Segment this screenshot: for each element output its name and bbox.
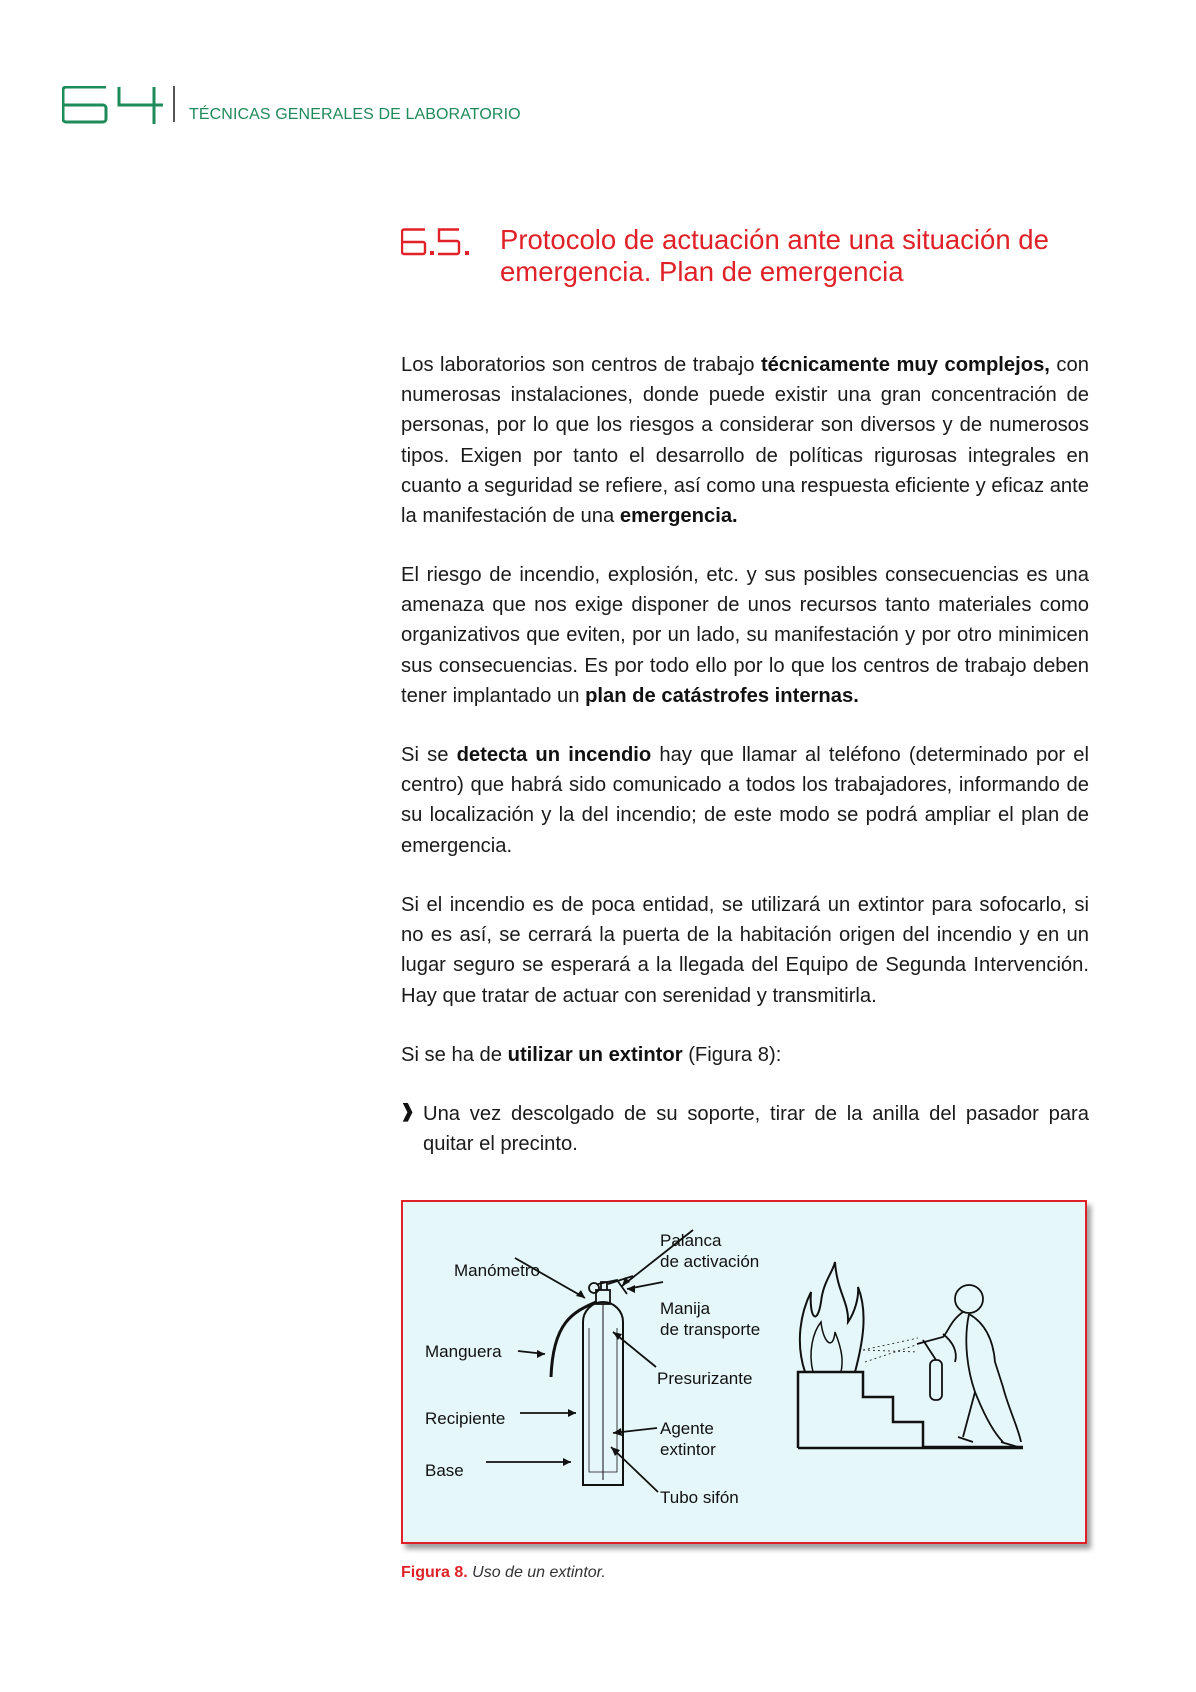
paragraph-2: El riesgo de incendio, explosión, etc. y sus posibles consecuencias es una amenaza que nos exige disponer de unos recursos tanto materiales como organizativos que eviten, por un lado, su manifestación y por otro minimicen sus consecuencias. Es por todo ello por lo que los centros de trabajo deben tener implantado un plan de catástrofes internas. bbox=[401, 564, 1089, 707]
label-palanca-1: Palanca bbox=[660, 1231, 722, 1250]
label-tubo-sifon: Tubo sifón bbox=[660, 1488, 739, 1507]
label-manometro: Manómetro bbox=[454, 1261, 540, 1280]
section-title: Protocolo de actuación ante una situación de emergencia. Plan de emergencia bbox=[500, 224, 1049, 287]
paragraph-5: Si se ha de utilizar un extintor (Figura 8): bbox=[401, 1044, 782, 1066]
bullet-item: Una vez descolgado de su soporte, tirar de la anilla del pasador para quitar el precinto. bbox=[423, 1103, 1089, 1156]
label-recipiente: Recipiente bbox=[425, 1409, 506, 1428]
paragraph-4: Si el incendio es de poca entidad, se utilizará un extintor para sofocarlo, si no es así, se cerrará la puerta de la habitación origen del incendio y en un lugar seguro se esperará a la llegada del Equipo de Segunda Intervención. Hay que tratar de actuar con serenidad y transmitirla. bbox=[401, 894, 1089, 1007]
label-agente-2: extintor bbox=[660, 1440, 716, 1459]
header-divider bbox=[173, 86, 175, 122]
caption-text: Uso de un extintor. bbox=[472, 1564, 606, 1581]
label-base: Base bbox=[425, 1461, 464, 1480]
paragraph-1: Los laboratorios son centros de trabajo técnicamente muy complejos, con numerosas instalaciones, donde puede existir una gran concentración de personas, por lo que los riesgos a considerar son diversos y de numerosos tipos. Exigen por tanto el desarrollo de políticas rigurosas integrales en cuanto a seguridad se refiere, así como una respuesta eficiente y eficaz ante la manifestación de una emergencia. bbox=[401, 354, 1089, 528]
label-manguera: Manguera bbox=[425, 1342, 502, 1361]
figure-caption bbox=[401, 1564, 606, 1582]
label-manija-1: Manija bbox=[660, 1299, 711, 1318]
figure-8 bbox=[401, 1200, 1087, 1544]
bullet-marker-icon: ❱ bbox=[400, 1101, 416, 1121]
paragraph-3: Si se detecta un incendio hay que llamar al teléfono (determinado por el centro) que habrá sido comunicado a todos los trabajadores, informando de su localización y la del incendio; de este modo se podrá ampliar el plan de emergencia. bbox=[401, 744, 1089, 857]
label-manija-2: de transporte bbox=[660, 1320, 761, 1339]
running-title: TÉCNICAS GENERALES DE LABORATORIO bbox=[189, 106, 521, 123]
label-palanca-2: de activación bbox=[660, 1252, 760, 1271]
label-presurizante: Presurizante bbox=[657, 1369, 753, 1388]
page-number bbox=[62, 86, 166, 126]
label-agente-1: Agente bbox=[660, 1419, 714, 1438]
caption-label: Figura 8. bbox=[401, 1564, 468, 1581]
section-number bbox=[401, 228, 493, 256]
